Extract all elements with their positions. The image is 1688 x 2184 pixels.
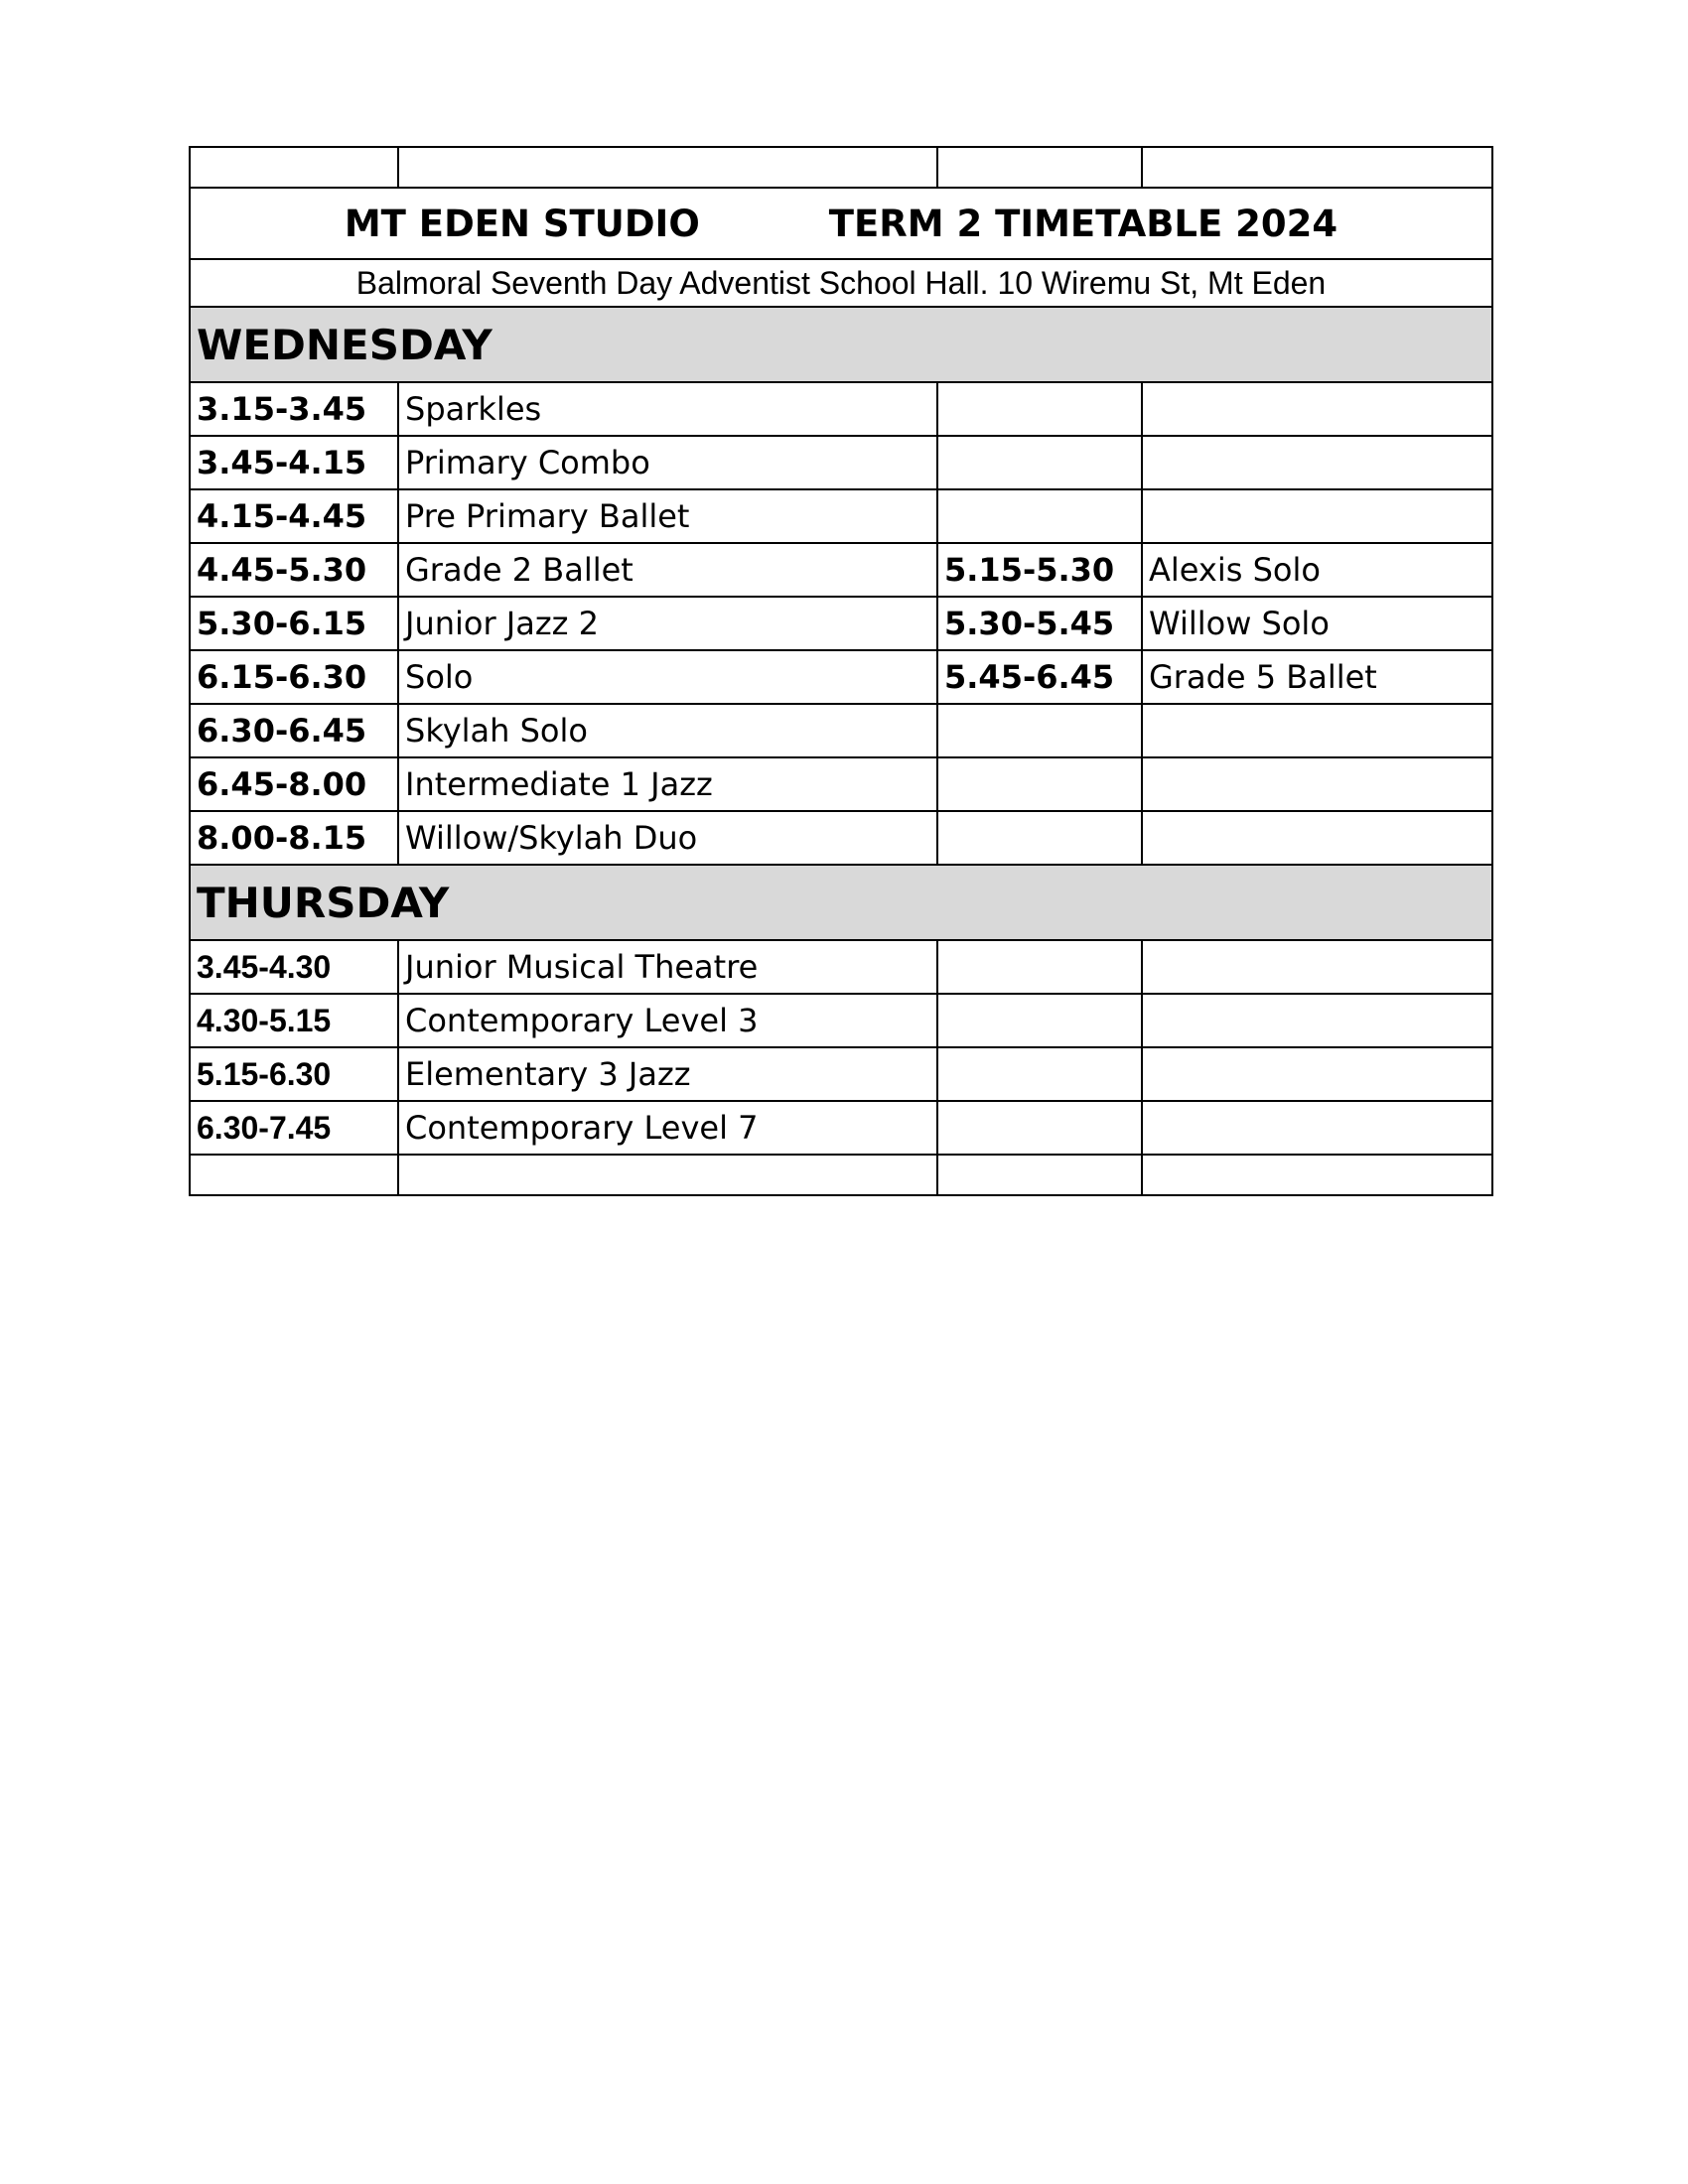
extra-class-cell [1142, 994, 1492, 1047]
class-cell: Contemporary Level 7 [398, 1101, 937, 1155]
extra-time-cell [937, 704, 1142, 757]
title-row [190, 188, 1492, 259]
class-row [190, 704, 1492, 757]
extra-time-cell [937, 1047, 1142, 1101]
class-row [190, 994, 1492, 1047]
time-cell: 6.30-6.45 [190, 704, 398, 757]
class-row [190, 489, 1492, 543]
extra-time-cell: 5.15-5.30 [937, 543, 1142, 597]
extra-time-cell: 5.45-6.45 [937, 650, 1142, 704]
address-cell: Balmoral Seventh Day Adventist School Hall. 10 Wiremu St, Mt Eden [190, 259, 1492, 307]
extra-class-cell [1142, 489, 1492, 543]
extra-class-cell: Grade 5 Ballet [1142, 650, 1492, 704]
time-cell: 4.15-4.45 [190, 489, 398, 543]
extra-time-cell [937, 757, 1142, 811]
class-row [190, 436, 1492, 489]
class-cell: Junior Musical Theatre [398, 940, 937, 994]
class-cell: Pre Primary Ballet [398, 489, 937, 543]
class-row [190, 1101, 1492, 1155]
timetable-table [189, 146, 1493, 1196]
class-row [190, 650, 1492, 704]
time-cell: 4.30-5.15 [190, 994, 398, 1047]
extra-class-cell [1142, 811, 1492, 865]
extra-class-cell: Willow Solo [1142, 597, 1492, 650]
class-cell: Elementary 3 Jazz [398, 1047, 937, 1101]
extra-time-cell [937, 994, 1142, 1047]
extra-time-cell [937, 382, 1142, 436]
class-row [190, 382, 1492, 436]
day-header-row [190, 865, 1492, 940]
extra-time-cell: 5.30-5.45 [937, 597, 1142, 650]
time-cell: 6.45-8.00 [190, 757, 398, 811]
extra-time-cell [937, 940, 1142, 994]
extra-time-cell [937, 1101, 1142, 1155]
extra-class-cell [1142, 1101, 1492, 1155]
time-cell: 6.15-6.30 [190, 650, 398, 704]
class-cell: Grade 2 Ballet [398, 543, 937, 597]
studio-name: MT EDEN STUDIO [344, 202, 700, 245]
time-cell: 5.30-6.15 [190, 597, 398, 650]
timetable-body [190, 147, 1492, 1195]
blank-cell [1142, 147, 1492, 188]
blank-cell [190, 147, 398, 188]
class-cell: Solo [398, 650, 937, 704]
class-cell: Sparkles [398, 382, 937, 436]
time-cell: 4.45-5.30 [190, 543, 398, 597]
blank-cell [1142, 1155, 1492, 1195]
blank-top-row [190, 147, 1492, 188]
time-cell: 3.15-3.45 [190, 382, 398, 436]
extra-class-cell [1142, 1047, 1492, 1101]
extra-class-cell [1142, 940, 1492, 994]
class-cell: Contemporary Level 3 [398, 994, 937, 1047]
extra-time-cell [937, 811, 1142, 865]
extra-class-cell: Alexis Solo [1142, 543, 1492, 597]
blank-cell [398, 147, 937, 188]
time-cell: 5.15-6.30 [190, 1047, 398, 1101]
class-row [190, 597, 1492, 650]
day-heading: WEDNESDAY [190, 307, 1492, 382]
address-row [190, 259, 1492, 307]
time-cell: 3.45-4.15 [190, 436, 398, 489]
blank-bottom-row [190, 1155, 1492, 1195]
class-cell: Junior Jazz 2 [398, 597, 937, 650]
extra-class-cell [1142, 436, 1492, 489]
class-cell: Intermediate 1 Jazz [398, 757, 937, 811]
extra-time-cell [937, 436, 1142, 489]
extra-class-cell [1142, 382, 1492, 436]
class-row [190, 1047, 1492, 1101]
time-cell: 8.00-8.15 [190, 811, 398, 865]
blank-cell [937, 1155, 1142, 1195]
class-cell: Skylah Solo [398, 704, 937, 757]
class-row [190, 757, 1492, 811]
term-title: TERM 2 TIMETABLE 2024 [828, 202, 1338, 245]
extra-time-cell [937, 489, 1142, 543]
title-cell [190, 188, 1492, 259]
blank-cell [190, 1155, 398, 1195]
extra-class-cell [1142, 704, 1492, 757]
extra-class-cell [1142, 757, 1492, 811]
blank-cell [937, 147, 1142, 188]
time-cell: 6.30-7.45 [190, 1101, 398, 1155]
time-cell: 3.45-4.30 [190, 940, 398, 994]
day-heading: THURSDAY [190, 865, 1492, 940]
class-row [190, 940, 1492, 994]
class-row [190, 543, 1492, 597]
blank-cell [398, 1155, 937, 1195]
class-cell: Primary Combo [398, 436, 937, 489]
class-row [190, 811, 1492, 865]
day-header-row [190, 307, 1492, 382]
class-cell: Willow/Skylah Duo [398, 811, 937, 865]
